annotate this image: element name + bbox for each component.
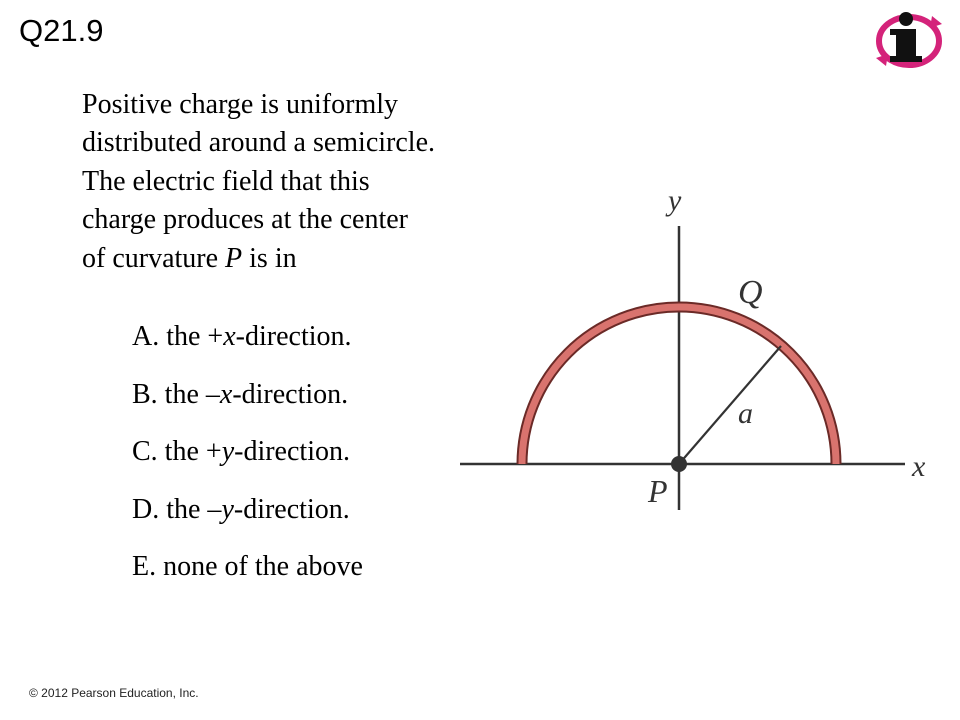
semicircle-diagram [440,180,960,530]
choice-d[interactable] [132,491,363,549]
copyright-notice: © 2012 Pearson Education, Inc. [29,686,199,700]
choice-c[interactable] [132,433,363,491]
choice-suffix: -direction. [233,493,350,525]
question-text [82,86,492,278]
choice-prefix: B. the – [132,378,220,410]
question-line-last [82,240,492,278]
question-line: charge produces at the center [82,204,408,236]
choice-prefix: D. the – [132,493,222,525]
question-line: Positive charge is uniformly [82,89,398,120]
choice-b[interactable] [132,376,363,434]
answer-choices [132,318,363,606]
point-symbol: P [225,242,243,274]
choice-suffix: -direction. [232,378,349,410]
question-line: The electric field that this [82,165,370,197]
question-line: of curvature [82,242,219,274]
y-axis-label: y [668,184,682,217]
choice-variable: y [221,493,234,525]
question-tail: is in [249,242,297,274]
choice-a[interactable] [132,318,363,376]
i-clicker-logo-icon [872,8,946,70]
choice-suffix: -direction. [235,321,352,352]
choice-prefix: C. the + [132,436,222,467]
radius-label: a [738,397,753,430]
choice-variable: y [221,436,235,467]
x-axis-label: x [912,450,926,483]
charge-label: Q [738,274,763,311]
center-point [671,456,687,472]
center-label: P [648,473,668,509]
choice-variable: x [223,321,236,352]
choice-prefix: E. none of the above [132,551,363,582]
question-number: Q21.9 [19,13,104,48]
choice-e[interactable] [132,548,363,606]
question-line: distributed around a semicircle. [82,127,435,159]
radius-line [679,346,781,464]
choice-prefix: A. the + [132,321,224,352]
choice-suffix: -direction. [234,436,350,467]
choice-variable: x [219,378,233,410]
